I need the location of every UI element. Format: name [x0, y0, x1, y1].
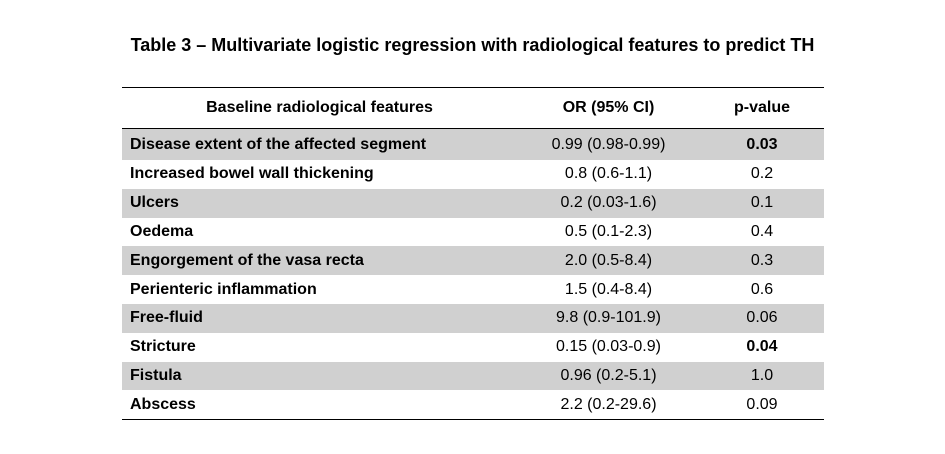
or-cell: 2.0 (0.5-8.4)	[517, 246, 700, 275]
table-row	[122, 160, 824, 189]
or-cell: 0.96 (0.2-5.1)	[517, 362, 700, 391]
or-cell: 0.15 (0.03-0.9)	[556, 338, 661, 356]
table-row	[122, 304, 824, 333]
results-table-container	[122, 87, 824, 420]
table-row	[122, 218, 824, 247]
table-row	[122, 390, 824, 419]
feature-cell: Fistula	[122, 362, 517, 391]
or-cell: 0.5 (0.1-2.3)	[564, 222, 653, 240]
table-row	[122, 333, 824, 362]
p-value-cell: 0.2	[750, 165, 774, 183]
p-value-cell: 0.3	[700, 246, 824, 275]
header-row	[122, 88, 824, 129]
feature-cell: Stricture	[130, 338, 196, 356]
or-cell: 9.8 (0.9-101.9)	[517, 304, 700, 333]
table-row	[122, 275, 824, 304]
or-cell: 0.99 (0.98-0.99)	[517, 129, 700, 161]
feature-cell: Free-fluid	[122, 304, 517, 333]
p-value-cell: 0.1	[700, 189, 824, 218]
feature-cell: Abscess	[122, 390, 517, 419]
table-body	[122, 129, 824, 420]
table-title: Table 3 – Multivariate logistic regression with radiological features to predict TH	[130, 35, 815, 55]
header-p-value: p-value	[733, 99, 790, 116]
header-or: OR (95% CI)	[562, 99, 655, 116]
feature-cell: Ulcers	[122, 189, 517, 218]
p-value-cell: 0.09	[700, 390, 824, 419]
or-cell: 1.5 (0.4-8.4)	[564, 280, 653, 298]
table-row	[122, 189, 824, 218]
p-value-cell: 0.6	[750, 280, 774, 298]
table-row	[122, 129, 824, 161]
p-value-cell: 1.0	[700, 362, 824, 391]
table-row	[122, 246, 824, 275]
or-cell: 2.2 (0.2-29.6)	[517, 390, 700, 419]
or-cell: 0.8 (0.6-1.1)	[564, 165, 653, 183]
feature-cell: Disease extent of the affected segment	[122, 129, 517, 161]
p-value-cell: 0.04	[746, 338, 778, 356]
p-value-cell: 0.4	[750, 222, 774, 240]
header-feature: Baseline radiological features	[206, 99, 433, 116]
p-value-cell: 0.06	[700, 304, 824, 333]
table-header	[122, 88, 824, 129]
feature-cell: Increased bowel wall thickening	[130, 165, 374, 183]
feature-cell: Engorgement of the vasa recta	[122, 246, 517, 275]
or-cell: 0.2 (0.03-1.6)	[517, 189, 700, 218]
p-value-cell: 0.03	[700, 129, 824, 161]
feature-cell: Oedema	[130, 222, 194, 240]
results-table	[122, 87, 824, 420]
feature-cell: Perienteric inflammation	[130, 280, 317, 298]
table-row	[122, 362, 824, 391]
